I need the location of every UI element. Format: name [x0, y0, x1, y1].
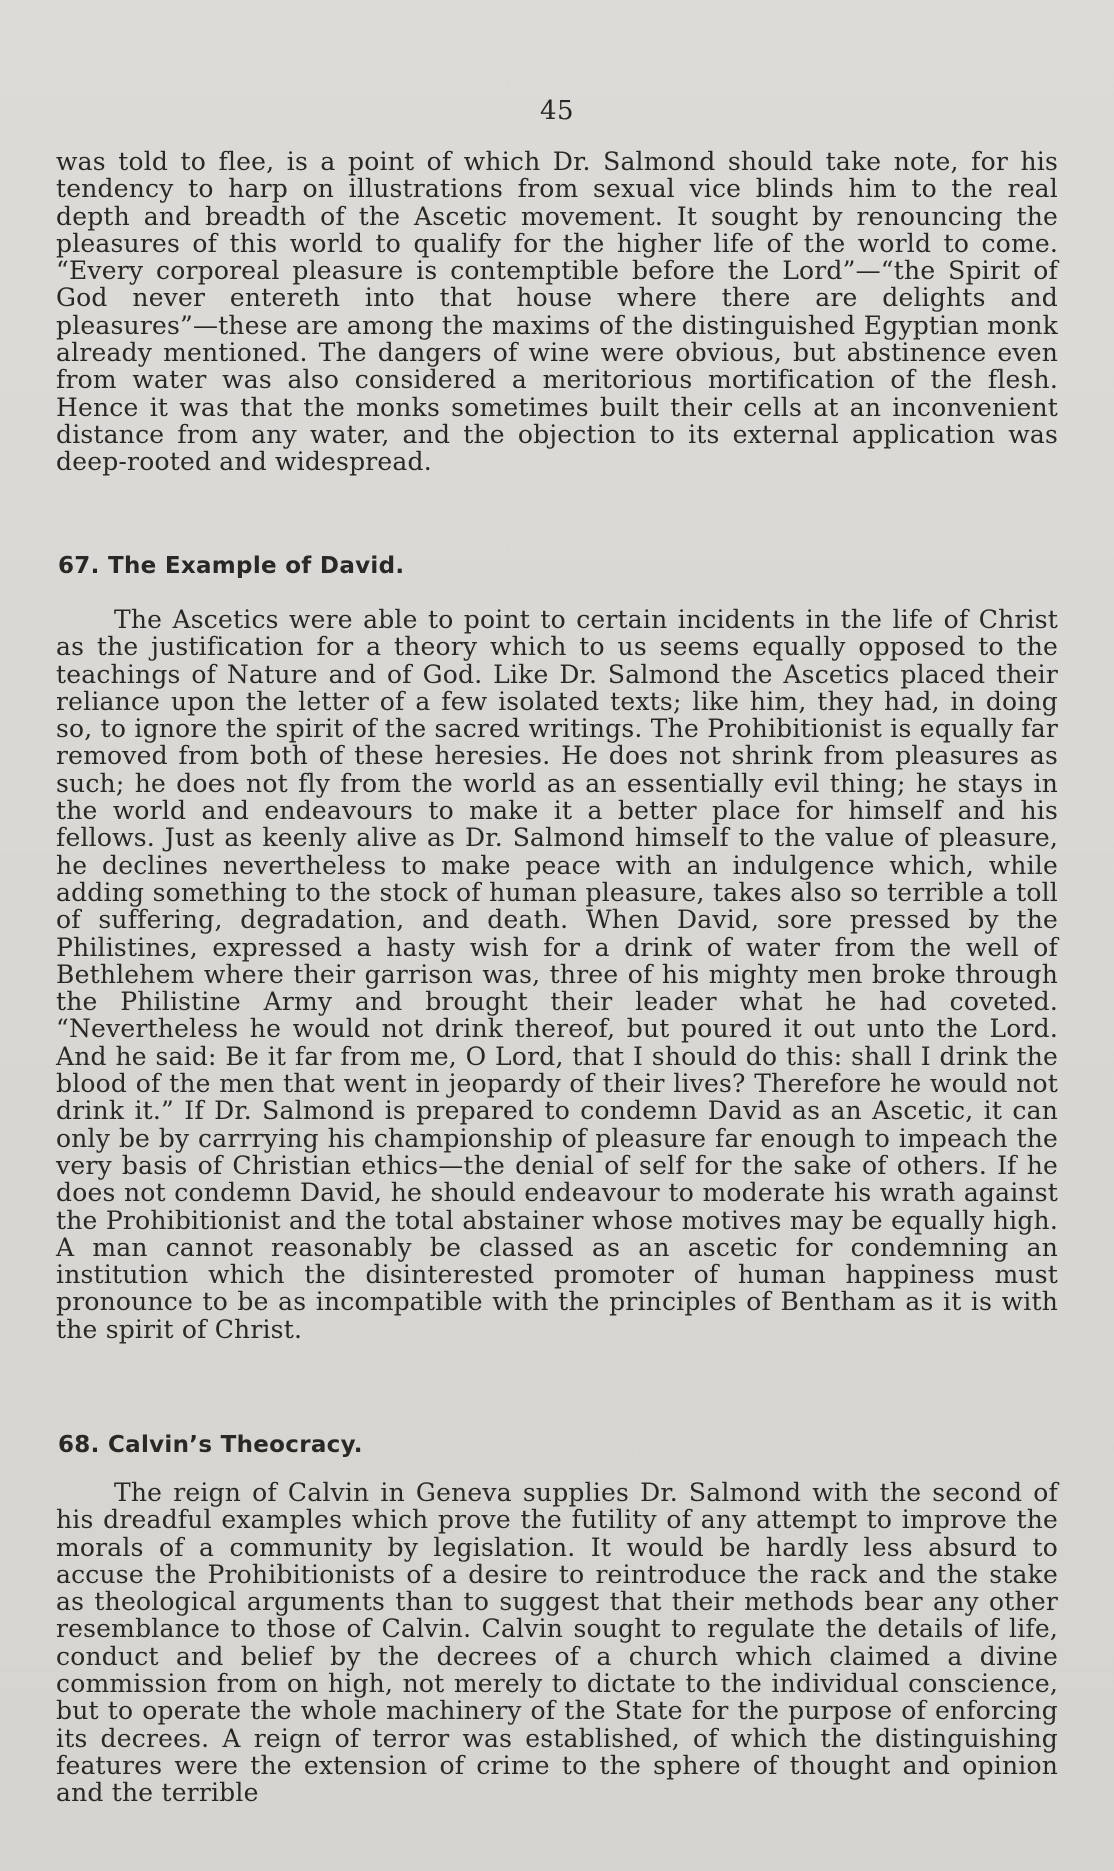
section-68-paragraph: The reign of Calvin in Geneva supplies Dr. Salmond with the second of his dreadful examples which prove the futility of any attempt to improve the morals of a community by legislation. It would be hardly less absurd to accuse the Prohibitionists of a desire to reintroduce the rack and the stake as theological arguments than to suggest that their methods bear any other resemblance to those of Calvin. Calvin sought to regulate the details of life, conduct and belief by the decrees of a church which claimed a divine commission from on high, not merely to dictate to the individual conscience, but to operate the whole machinery of the State for the purpose of enforcing its decrees. A reign of terror was established, of which the distinguishing features were the extension of crime to the sphere of thought and opinion and the terrible — [56, 1478, 1058, 1808]
intro-paragraph-block — [56, 148, 1058, 476]
section-68-body-block — [56, 1479, 1058, 1807]
section-68-heading: 68. Calvin’s Theocracy. — [58, 1432, 363, 1458]
intro-paragraph: was told to flee, is a point of which Dr. Salmond should take note, for his tendency to harp on illustrations from sexual vice blinds him to the real depth and breadth of the Ascetic movement. It sought by renouncing the pleasures of this world to qualify for the higher life of the world to come. “Every corporeal pleasure is contemptible before the Lord”—“the Spirit of God never entereth into that house where there are delights and pleasures”—these are among the maxims of the distinguished Egyptian monk already mentioned. The dangers of wine were obvious, but abstinence even from water was also considered a meritorious mortification of the flesh. Hence it was that the monks sometimes built their cells at an inconvenient distance from any water, and the objection to its external application was deep-rooted and widespread. — [56, 147, 1058, 477]
section-67-body-block — [56, 606, 1058, 1343]
page-number: 45 — [539, 96, 575, 126]
section-67-paragraph: The Ascetics were able to point to certain incidents in the life of Christ as the justification for a theory which to us seems equally opposed to the teachings of Nature and of God. Like Dr. Salmond the Ascetics placed their reliance upon the letter of a few isolated texts; like him, they had, in doing so, to ignore the spirit of the sacred writings. The Prohibitionist is equally far removed from both of these heresies. He does not shrink from pleasures as such; he does not fly from the world as an essentially evil thing; he stays in the world and endeavours to make it a better place for himself and his fellows. Just as keenly alive as Dr. Salmond himself to the value of pleasure, he declines nevertheless to make peace with an indulgence which, while adding something to the stock of human pleasure, takes also so terrible a toll of suffering, degradation, and death. When David, sore pressed by the Philistines, expressed a hasty wish for a drink of water from the well of Bethlehem where their garrison was, three of his mighty men broke through the Philistine Army and brought their leader what he had coveted. “Nevertheless he would not drink thereof, but poured it out unto the Lord. And he said: Be it far from me, O Lord, that I should do this: shall I drink the blood of the men that went in jeopardy of their lives? Therefore he would not drink it.” If Dr. Salmond is prepared to condemn David as an Ascetic, it can only be by carrrying his championship of pleasure far enough to impeach the very basis of Christian ethics—the denial of self for the sake of others. If he does not condemn David, he should endeavour to moderate his wrath against the Prohibitionist and the total abstainer whose motives may be equally high. A man cannot reasonably be classed as an ascetic for condemning an institution which the disinterested promoter of human happiness must pronounce to be as incompatible with the principles of Bentham as it is with the spirit of Christ. — [56, 605, 1058, 1344]
section-67-heading: 67. The Example of David. — [58, 553, 405, 579]
